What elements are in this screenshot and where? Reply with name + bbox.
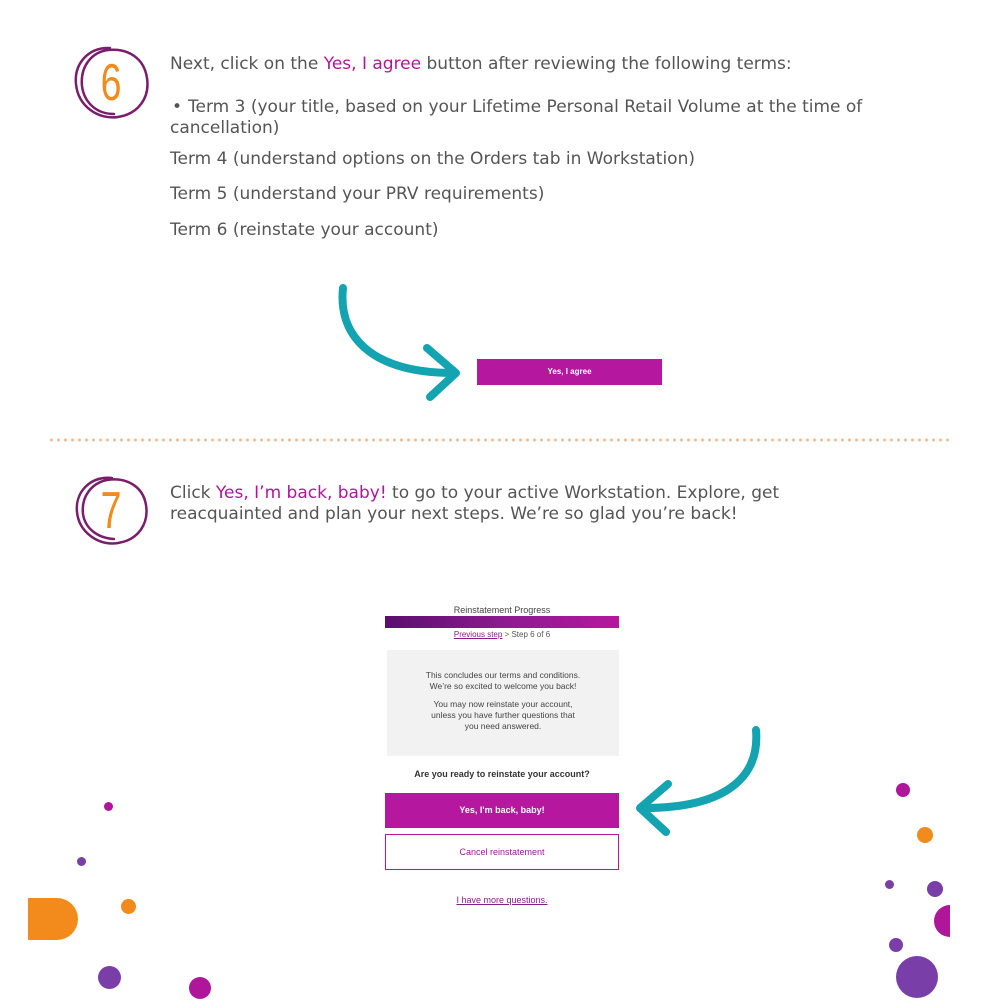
- curved-arrow-icon: [626, 722, 766, 847]
- step-number: 7: [100, 482, 122, 540]
- message-line: you need answered.: [464, 721, 542, 731]
- more-questions-link[interactable]: I have more questions.: [456, 895, 548, 905]
- decor-dot: [885, 880, 894, 889]
- decor-dot: [889, 938, 903, 952]
- step-6-badge: [70, 42, 152, 124]
- dotted-divider: [48, 438, 952, 442]
- message-line: You may now reinstate your account,: [433, 699, 573, 709]
- term-3: [170, 97, 910, 139]
- step-7-text-end: to go to your active Workstation. Explore, get: [386, 483, 780, 503]
- term-5: Term 5 (understand your PRV requirements): [170, 184, 545, 204]
- decor-dot: [927, 881, 943, 897]
- step-6-intro: [170, 54, 890, 75]
- term-text: Term 3 (your title, based on your Lifetime Personal Retail Volume at the time of cancellation): [170, 97, 863, 138]
- progress-title: Reinstatement Progress: [453, 605, 551, 615]
- bullet-icon: •: [172, 97, 183, 117]
- term-6: Term 6 (reinstate your account): [170, 220, 439, 240]
- intro-highlight: Yes, I agree: [323, 54, 422, 74]
- decor-dot: [189, 977, 211, 999]
- decor-dot: [896, 783, 910, 797]
- previous-step-link[interactable]: Previous step: [453, 630, 503, 639]
- message-line: unless you have further questions that: [431, 710, 575, 720]
- decor-dot: [77, 857, 86, 866]
- cancel-reinstatement-button[interactable]: Cancel reinstatement: [385, 834, 619, 870]
- message-line: We’re so excited to welcome you back!: [429, 681, 577, 691]
- decor-dot: [896, 956, 938, 998]
- intro-text: Next, click on the: [170, 54, 324, 74]
- yes-im-back-button[interactable]: Yes, I'm back, baby!: [385, 793, 619, 828]
- step-number: 6: [100, 54, 122, 112]
- term-4: Term 4 (understand options on the Orders tab in Workstation): [170, 149, 695, 169]
- decor-dot: [121, 899, 136, 914]
- decor-dot: [98, 966, 121, 989]
- decor-dot: [104, 802, 113, 811]
- progress-bar: [385, 616, 619, 628]
- curved-arrow-icon: [330, 280, 480, 410]
- step-7-text: [170, 483, 890, 525]
- intro-text-end: button after reviewing the following terms:: [421, 54, 792, 74]
- step-7-text-start: Click: [170, 483, 216, 503]
- step-indicator: [385, 630, 619, 639]
- step-7-text-line2: reacquainted and plan your next steps. We’re so glad you’re back!: [170, 504, 738, 524]
- step-7-highlight: Yes, I’m back, baby!: [215, 483, 387, 503]
- step-7-badge: [70, 470, 152, 552]
- yes-i-agree-button[interactable]: Yes, I agree: [477, 359, 662, 385]
- reinstate-question: Are you ready to reinstate your account?: [414, 769, 590, 779]
- message-box: [387, 650, 619, 756]
- message-line: This concludes our terms and conditions.: [425, 670, 581, 680]
- step-count: > Step 6 of 6: [502, 630, 551, 639]
- decor-dot: [917, 827, 933, 843]
- decor-half-dot: [28, 898, 78, 940]
- reinstatement-screenshot: [385, 600, 619, 920]
